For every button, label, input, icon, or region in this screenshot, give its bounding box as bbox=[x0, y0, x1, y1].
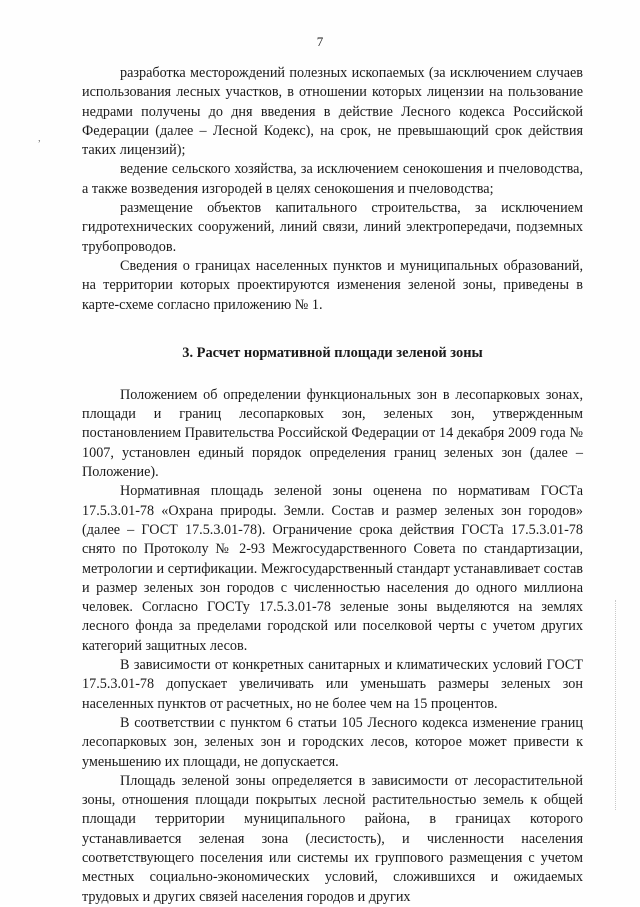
paragraph: ведение сельского хозяйства, за исключением сенокошения и пчеловодства, а также возведения изгородей в целях сенокошения и пчеловодства; bbox=[82, 161, 583, 197]
paragraph: В соответствии с пунктом 6 статьи 105 Лесного кодекса изменение границ лесопарковых зон, зеленых зон и городских лесов, которое может привести к уменьшению их площади, не допускается. bbox=[82, 714, 583, 770]
paragraph: В зависимости от конкретных санитарных и климатических условий ГОСТ 17.5.3.01-78 допускает увеличивать или уменьшать размеры зеленых зон населенных пунктов от расчетных, но не более чем на 15 процентов. bbox=[82, 657, 583, 712]
page-body bbox=[82, 64, 583, 907]
paragraph: Положением об определении функциональных зон в лесопарковых зонах, площади и границ лесопарковых зон, зеленых зон, утвержденным постановлением Правительства Российской Федерации от 14 декабря 2009 года № 1007, установлен единый порядок определения границ зеленых зон (далее – Положение). bbox=[82, 386, 583, 481]
paragraph: размещение объектов капитального строительства, за исключением гидротехнических сооружений, линий связи, линий электропередачи, подземных трубопроводов. bbox=[82, 200, 583, 255]
scan-mark: , bbox=[38, 132, 41, 144]
page-number: 7 bbox=[316, 34, 324, 49]
paragraph: разработка месторождений полезных ископаемых (за исключением случаев использования лесных участков, в отношении которых лицензии на пользование недрами получены до дня введения в действие Лесного кодекса Российской Федерации (далее – Лесной Кодекс), на срок, не превышающий срок действия таких лицензий); bbox=[82, 65, 583, 159]
section-title: 3. Расчет нормативной площади зеленой зоны bbox=[182, 344, 483, 361]
paragraph: Площадь зеленой зоны определяется в зависимости от лесорастительной зоны, отношения площади покрытых лесной растительностью земель к общей площади территории муниципального района, в границах которого устанавливается зеленая зона (лесистость), и численности населения соответствующего поселения или системы их группового размещения с учетом местных социально-экономических условий, сложившихся и ожидаемых трудовых и других связей населения городов и других bbox=[82, 772, 583, 905]
paragraph: Нормативная площадь зеленой зоны оценена по нормативам ГОСТа 17.5.3.01-78 «Охрана природы. Земли. Состав и размер зеленых зон городов» (далее – ГОСТ 17.5.3.01-78). Ограничение срока действия ГОСТа 17.5.3.01-78 снято по Протоколу № 2-93 Межгосударственного Совета по стандартизации, метрологии и сертификации. Межгосударственный стандарт устанавливает состав и размер зеленых зон городов с численностью населения до одного миллиона человек. Согласно ГОСТу 17.5.3.01-78 зеленые зоны выделяются на землях лесного фонда за пределами городской или поселковой черты с учетом других категорий защитных лесов. bbox=[82, 483, 583, 654]
scan-edge-artifact bbox=[615, 600, 618, 810]
paragraph: Сведения о границах населенных пунктов и муниципальных образований, на территории которых проектируются изменения зеленой зоны, приведены в карте-схеме согласно приложению № 1. bbox=[82, 257, 583, 313]
